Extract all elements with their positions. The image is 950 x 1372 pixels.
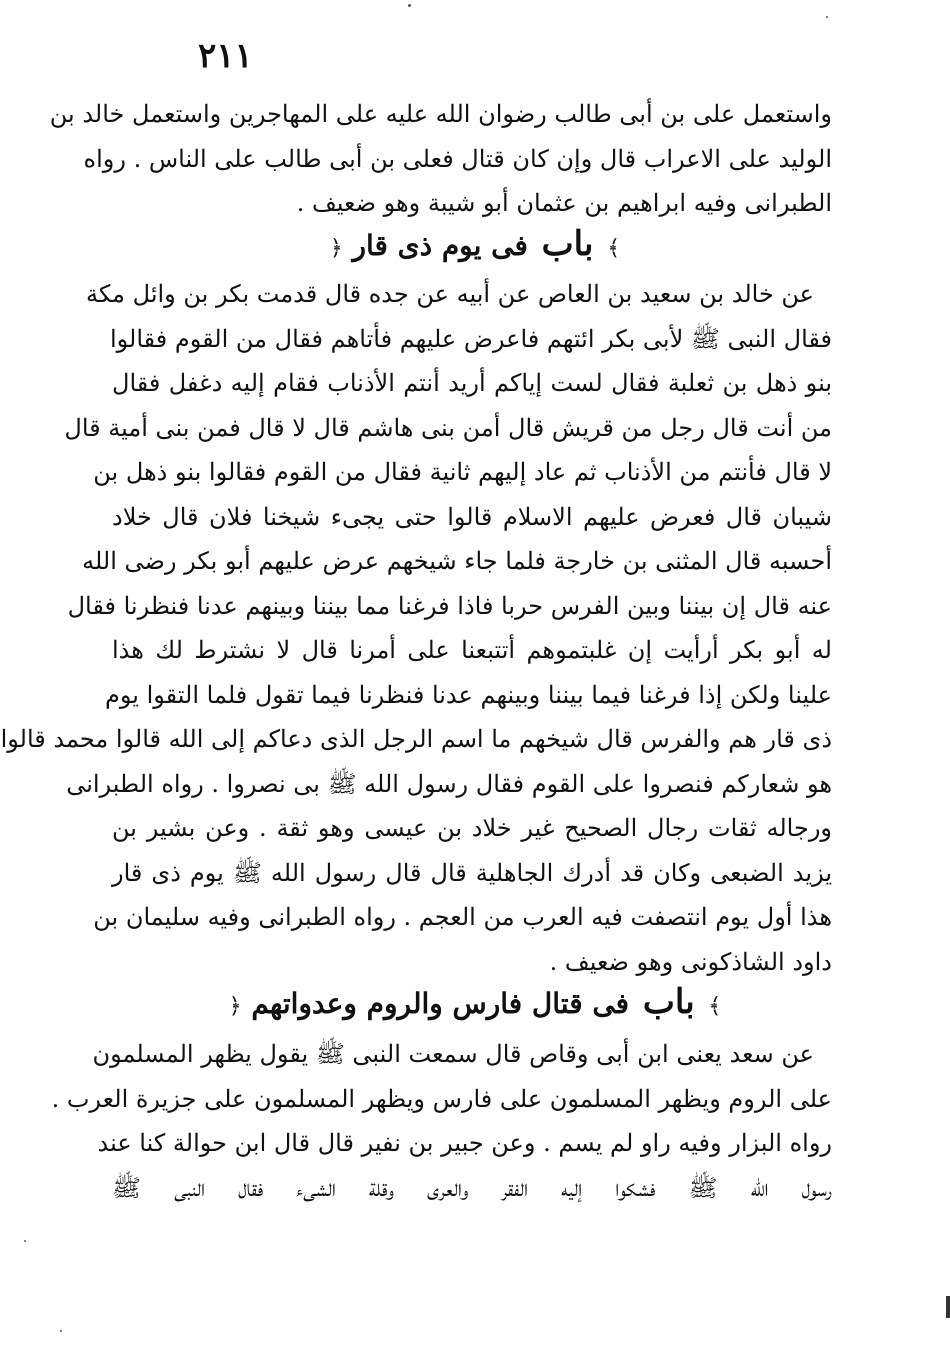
text-line: من أنت قال رجل من قريش قال أمن بنى هاشم قال لا قال فمن بنى أمية قال bbox=[64, 413, 832, 442]
heading-bab-label: باب bbox=[541, 224, 594, 264]
text-line: ذى قار هم والفرس قال شيخهم ما اسم الرجل الذى دعاكم إلى الله قالوا محمد قالوا bbox=[0, 725, 832, 753]
heading-bab-label: باب bbox=[642, 982, 695, 1022]
section-heading-persia-rome bbox=[0, 982, 950, 1027]
text-line: عن خالد بن سعيد بن العاص عن أبيه عن جده قال قدمت بكر بن وائل مكة bbox=[86, 280, 814, 308]
text-line: رسول الله ﷺ فشكوا إليه الفقر والعرى وقلة الشىء فقال النبى ﷺ bbox=[112, 1173, 832, 1202]
scan-edge-mark bbox=[946, 1296, 950, 1318]
text-line: هو شعاركم فنصروا على القوم فقال رسول الله ﷺ بى نصروا . رواه الطبرانى bbox=[66, 769, 832, 798]
text-line: داود الشاذكونى وهو ضعيف . bbox=[549, 947, 832, 976]
text-line: واستعمل على بن أبى طالب رضوان الله عليه على المهاجرين واستعمل خالد بن bbox=[49, 100, 832, 128]
scan-speck bbox=[24, 1240, 26, 1242]
heading-ornament-right: ﴾ bbox=[708, 994, 722, 1019]
heading-ornament-left: ﴿ bbox=[329, 236, 343, 261]
scan-speck bbox=[826, 16, 828, 18]
text-line: ورجاله ثقات رجال الصحيح غير خلاد بن عيسى وهو ثقة . وعن بشير بن bbox=[112, 814, 832, 842]
heading-title: فى يوم ذى قار bbox=[352, 229, 528, 262]
text-line: علينا ولكن إذا فرغنا فيما بيننا وبينهم عدنا فنظرنا فيما تقول فلما التقوا يوم bbox=[105, 680, 832, 709]
text-line: فقال النبى ﷺ لأبى بكر ائتهم فاعرض عليهم فأتاهم فقال من القوم فقالوا bbox=[109, 324, 832, 353]
paragraph-continuation bbox=[49, 92, 832, 226]
text-line: شيبان قال فعرض عليهم الاسلام قالوا حتى يجىء شيخنا فلان قال خلاد bbox=[112, 502, 832, 531]
text-line: عن سعد يعنى ابن أبى وقاص قال سمعت النبى ﷺ يقول يظهر المسلمون bbox=[92, 1040, 814, 1068]
section-heading-dhi-qar bbox=[0, 224, 950, 269]
text-line: لا قال فأنتم من الأذناب ثم عاد إليهم ثانية فقال من القوم فقالوا بنو ذهل بن bbox=[93, 458, 832, 486]
text-line: هذا أول يوم انتصفت فيه العرب من العجم . رواه الطبرانى وفيه سليمان بن bbox=[93, 903, 832, 931]
paragraph-dhi-qar bbox=[0, 272, 832, 984]
heading-ornament-left: ﴿ bbox=[228, 994, 242, 1019]
text-line: عنه قال إن بيننا وبين الفرس حربا فاذا فرغنا مما بيننا وبينهم عدنا فنظرنا فقال bbox=[67, 591, 832, 620]
heading-ornament-right: ﴾ bbox=[607, 236, 621, 261]
text-line: الوليد على الاعراب قال وإن كان قتال فعلى بن أبى طالب على الناس . رواه bbox=[83, 144, 832, 173]
text-line: على الروم ويظهر المسلمون على فارس ويظهر المسلمون على جزيرة العرب . bbox=[51, 1084, 832, 1113]
text-line: له أبو بكر أرأيت إن غلبتموهم أتتبعنا على أمرنا قال لا نشترط لك هذا bbox=[112, 636, 832, 664]
text-line: بنو ذهل بن ثعلبة فقال لست إياكم أريد أنتم الأذناب فقام إليه دغفل فقال bbox=[112, 369, 832, 397]
heading-title: فى قتال فارس والروم وعدواتهم bbox=[251, 987, 630, 1020]
page-number: ٢١١ bbox=[198, 36, 253, 76]
paragraph-persia-rome bbox=[51, 1032, 832, 1210]
text-line: أحسبه قال المثنى بن خارجة فلما جاء شيخهم عرض عليهم أبو بكر رضى الله bbox=[82, 547, 832, 575]
text-line: يزيد الضبعى وكان قد أدرك الجاهلية قال قال رسول الله ﷺ يوم ذى قار bbox=[112, 858, 832, 887]
text-line: الطبرانى وفيه ابراهيم بن عثمان أبو شيبة وهو ضعيف . bbox=[296, 189, 832, 217]
scan-speck bbox=[408, 4, 411, 7]
scan-speck bbox=[60, 1330, 62, 1332]
text-line: رواه البزار وفيه راو لم يسم . وعن جبير بن نفير قال قال ابن حوالة كنا عند bbox=[97, 1129, 832, 1157]
